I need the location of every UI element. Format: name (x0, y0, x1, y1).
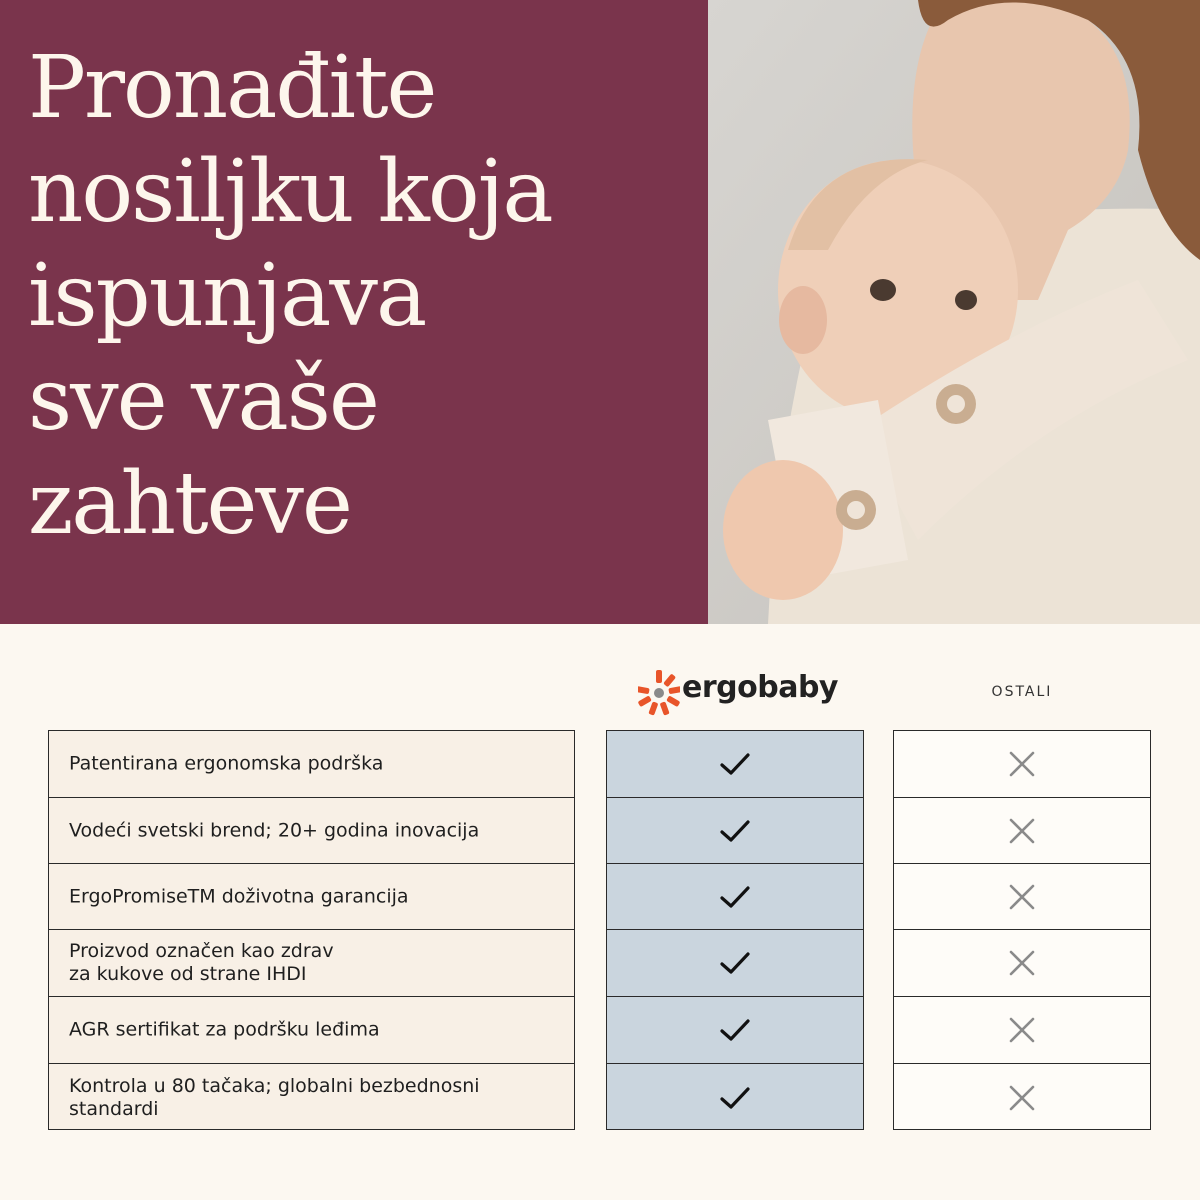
cross-icon (1006, 883, 1038, 911)
ergobaby-column (606, 730, 864, 1130)
check-icon (719, 1084, 751, 1112)
check-icon (719, 817, 751, 845)
logo-wordmark: ergobaby (682, 670, 838, 705)
headline-line: nosiljku koja (28, 142, 552, 242)
features-column (48, 730, 575, 1130)
headline-line: Pronađite (28, 38, 436, 138)
table-row (49, 929, 574, 996)
cross-icon (1006, 949, 1038, 977)
table-row (49, 731, 574, 797)
check-icon (719, 949, 751, 977)
headline-panel (0, 0, 708, 624)
others-cell (894, 797, 1150, 863)
feature-label: ErgoPromiseTM doživotna garancija (69, 885, 409, 907)
ergobaby-cell (607, 797, 863, 863)
others-cell (894, 929, 1150, 996)
spiral-icon (638, 666, 680, 720)
ergobaby-cell (607, 996, 863, 1063)
ergobaby-logo (638, 666, 838, 720)
others-cell (894, 1063, 1150, 1131)
ergobaby-cell (607, 863, 863, 929)
mother-baby-photo (708, 0, 1200, 624)
table-row (49, 1063, 574, 1131)
check-icon (719, 750, 751, 778)
feature-label: Kontrola u 80 tačaka; globalni bezbednosni standardi (69, 1074, 480, 1120)
cross-icon (1006, 1016, 1038, 1044)
check-icon (719, 883, 751, 911)
ergobaby-cell (607, 1063, 863, 1131)
feature-label: Vodeći svetski brend; 20+ godina inovacija (69, 819, 480, 841)
table-row (49, 996, 574, 1063)
table-row (49, 863, 574, 929)
headline-line: ispunjava (28, 246, 426, 346)
others-cell (894, 996, 1150, 1063)
feature-label: AGR sertifikat za podršku leđima (69, 1018, 380, 1041)
ergobaby-cell (607, 929, 863, 996)
cross-icon (1006, 1084, 1038, 1112)
ergobaby-cell (607, 731, 863, 797)
others-column (893, 730, 1151, 1130)
others-cell (894, 863, 1150, 929)
feature-label: Patentirana ergonomska podrška (69, 752, 384, 775)
others-cell (894, 731, 1150, 797)
headline-line: sve vaše (28, 350, 378, 450)
others-column-header: OSTALI (991, 684, 1053, 700)
headline-line: zahteve (28, 454, 351, 554)
feature-label: Proizvod označen kao zdrav za kukove od strane IHDI (69, 940, 334, 985)
headline (28, 36, 698, 556)
cross-icon (1006, 817, 1038, 845)
check-icon (719, 1016, 751, 1044)
table-row (49, 797, 574, 863)
cross-icon (1006, 750, 1038, 778)
